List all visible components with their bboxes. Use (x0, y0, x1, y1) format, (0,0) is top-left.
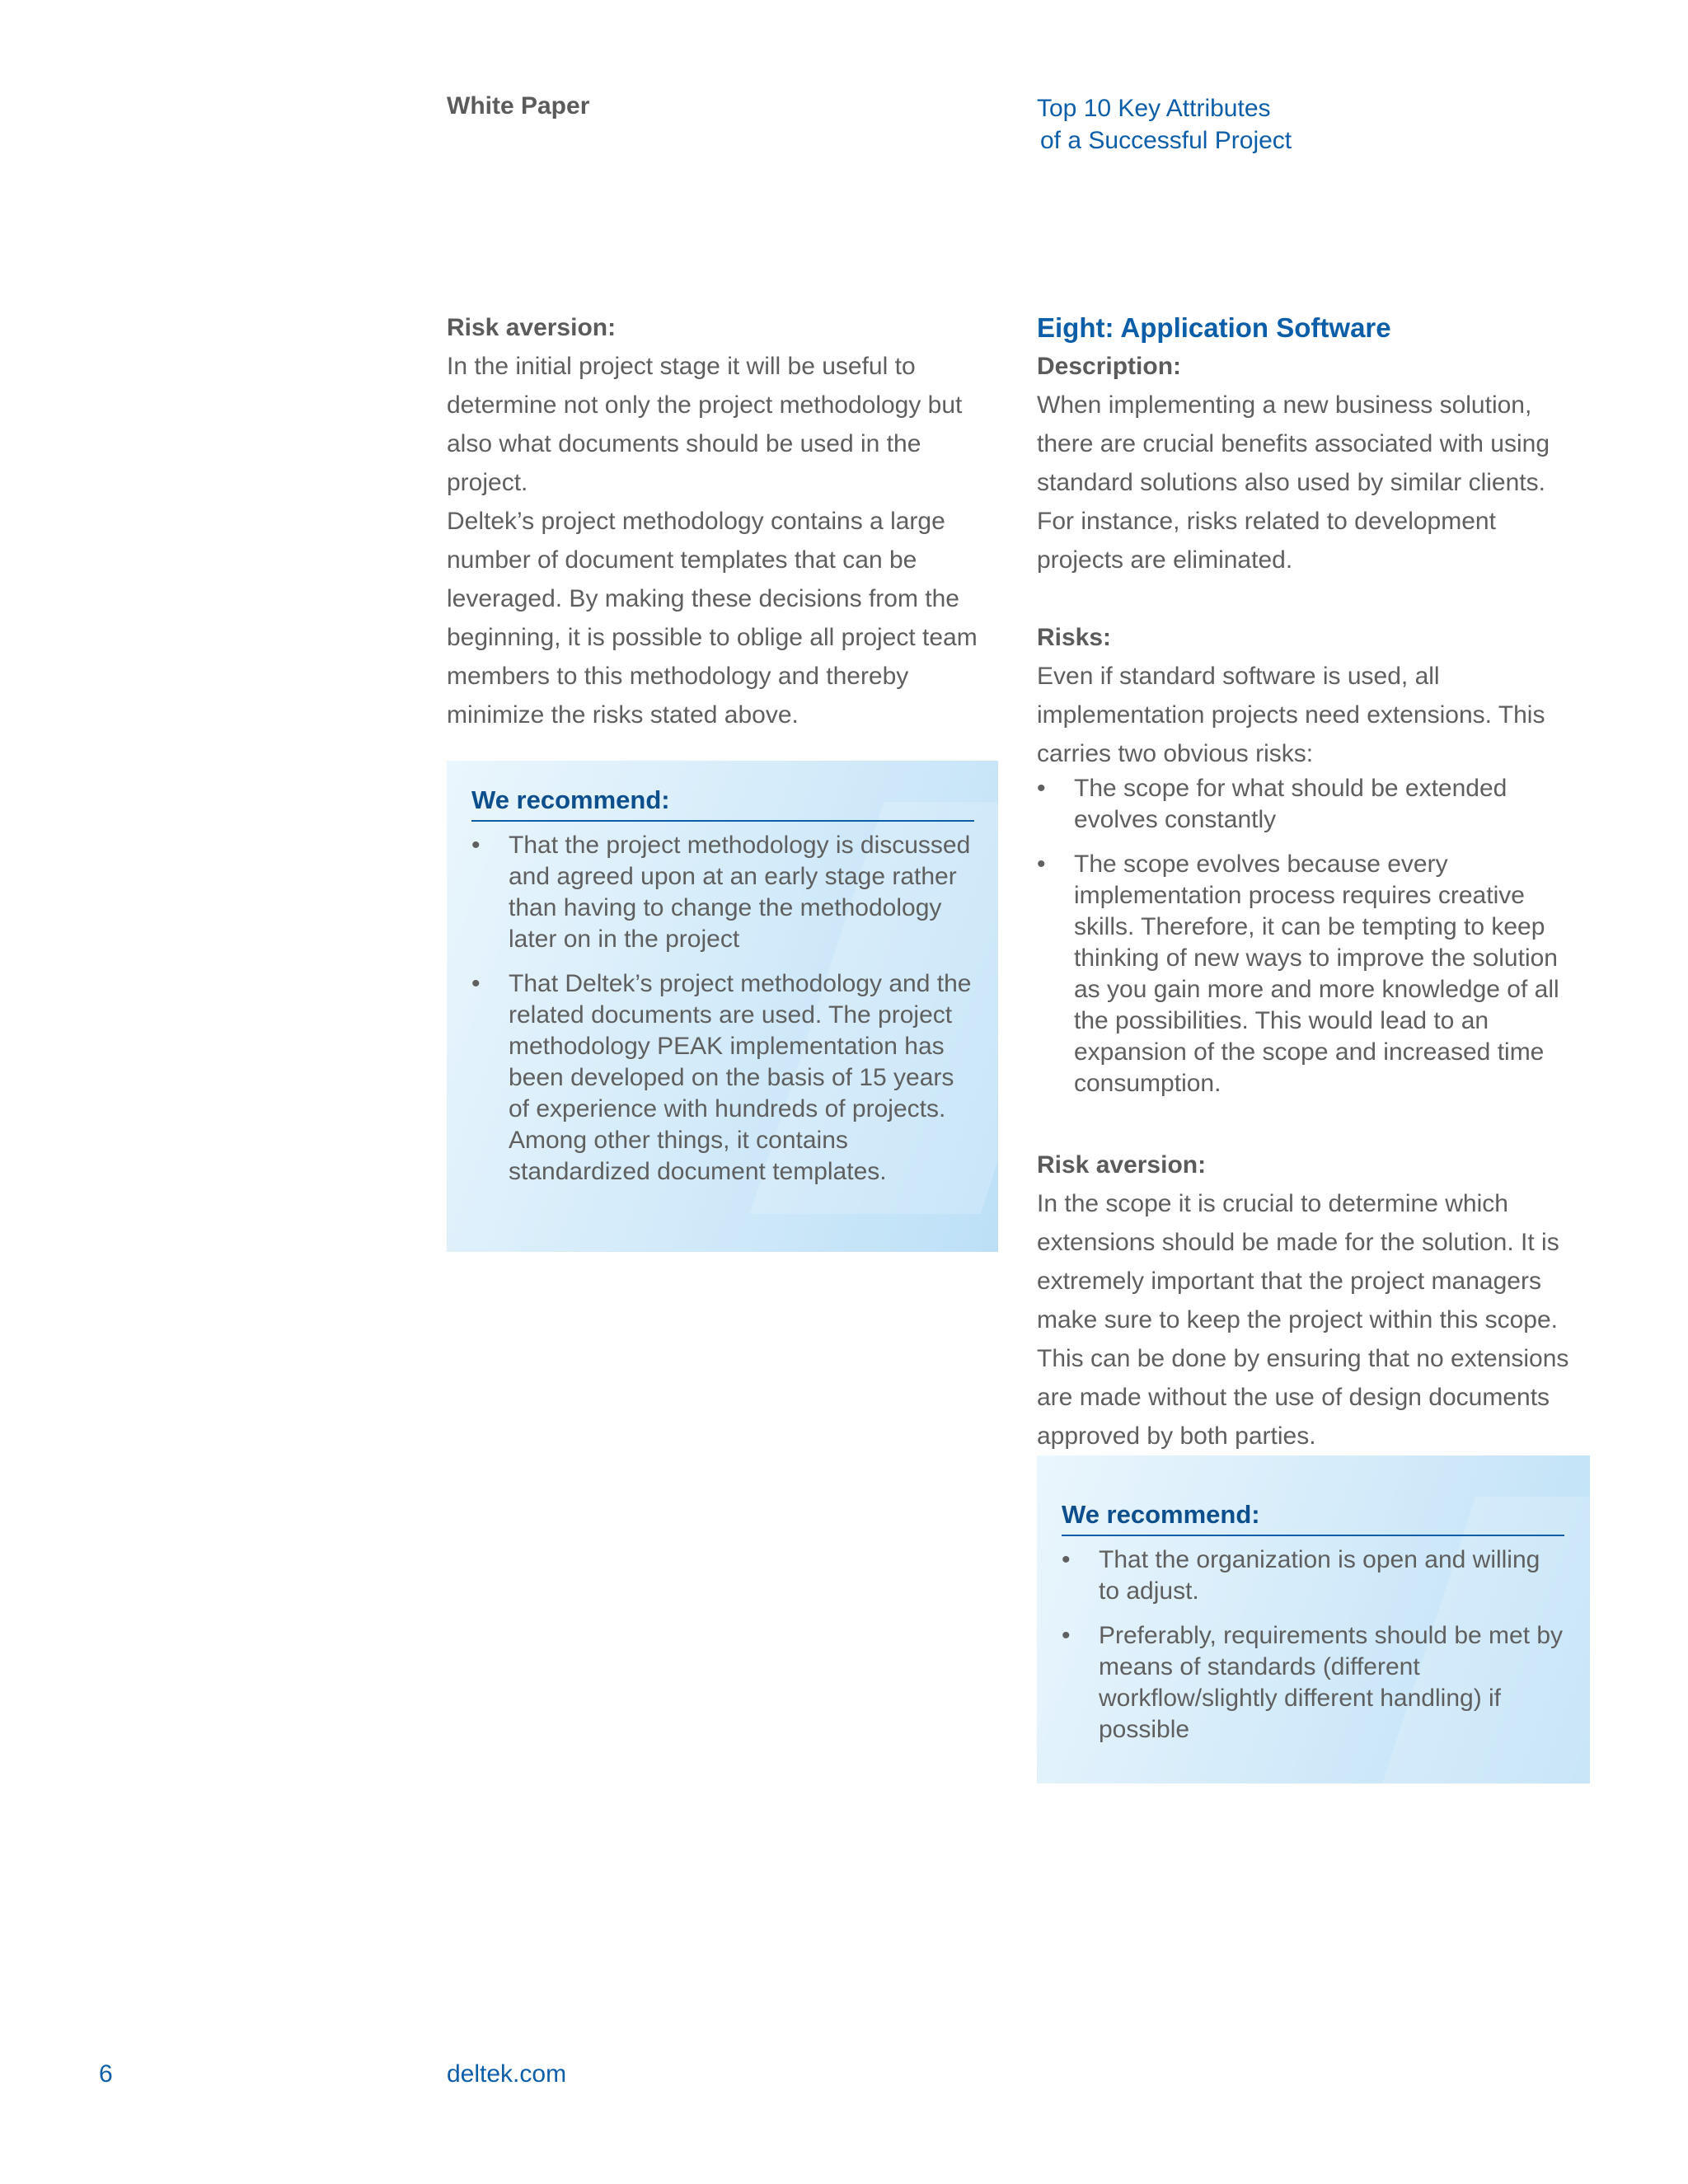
document-title-line1: Top 10 Key Attributes (1037, 95, 1271, 122)
list-item (1037, 849, 1581, 1099)
bullet-icon: • (471, 832, 481, 859)
list-item-text: Preferably, requirements should be met by means of standards (different workflow/slightly different handling) if possible (1099, 1622, 1564, 1743)
risks-list (1037, 773, 1581, 1099)
list-item-text: The scope for what should be extended evolves constantly (1074, 775, 1507, 833)
description-paragraph: When implementing a new business solution, there are crucial benefits associated with using standard solutions also used by similar clients. For instance, risks related to development projects are eliminated. (1037, 391, 1550, 574)
risk-aversion-paragraph-1: In the initial project stage it will be useful to determine not only the project methodology but also what documents should be used in the project. (447, 353, 963, 496)
list-item-text: That the organization is open and willing to adjust. (1099, 1546, 1540, 1605)
recommendation-list (1062, 1544, 1564, 1746)
bullet-icon: • (1062, 1546, 1071, 1573)
risk-aversion-heading: Risk aversion: (447, 314, 617, 341)
spacer (1037, 579, 1581, 618)
bullet-icon: • (1062, 1622, 1071, 1649)
document-title-line2: of a Successful Project (1040, 127, 1292, 154)
document-type-label: White Paper (447, 92, 590, 120)
recommendation-title: We recommend: (1062, 1498, 1564, 1536)
left-column (447, 308, 991, 734)
list-item-text: The scope evolves because every implementation process requires creative skills. Therefore, it can be tempting to keep thinking of new ways to improve the solution as you gain more and more knowledge of all the possibilities. This would lead to an expansion of the scope and increased time consumption. (1074, 851, 1559, 1097)
list-item (1062, 1544, 1564, 1607)
risks-paragraph: Even if standard software is used, all implementation projects need extensions. This carries two obvious risks: (1037, 663, 1545, 767)
list-item (471, 968, 974, 1188)
risk-aversion-heading-right: Risk aversion: (1037, 1151, 1207, 1179)
recommendation-box-methodology (447, 761, 998, 1252)
right-column (1037, 308, 1581, 1455)
bullet-icon: • (471, 970, 481, 997)
risks-heading: Risks: (1037, 624, 1112, 651)
website-link[interactable]: deltek.com (447, 2060, 567, 2088)
recommendation-box-software (1037, 1455, 1590, 1783)
list-item (1062, 1620, 1564, 1746)
document-title (1037, 92, 1292, 157)
recommendation-list (471, 830, 974, 1188)
list-item (1037, 773, 1581, 836)
list-item-text: That the project methodology is discussed and agreed upon at an early stage rather than having to change the methodology later on in the project (509, 832, 971, 953)
list-item-text: That Deltek’s project methodology and the related documents are used. The project methodology PEAK implementation has been developed on the basis of 15 years of experience with hundreds of projects. Among other things, it contains standardized document templates. (509, 970, 972, 1185)
recommendation-title: We recommend: (471, 784, 974, 822)
description-heading: Description: (1037, 353, 1182, 380)
list-item (471, 830, 974, 955)
bullet-icon: • (1037, 775, 1046, 802)
bullet-icon: • (1037, 851, 1046, 878)
spacer (1037, 1113, 1581, 1146)
section-title: Eight: Application Software (1037, 312, 1391, 343)
risk-aversion-paragraph-2: Deltek’s project methodology contains a large number of document templates that can be leveraged. By making these decisions from the beginning, it is possible to oblige all project team members to this methodology and thereby minimize the risks stated above. (447, 508, 978, 729)
page-number: 6 (99, 2060, 113, 2088)
risk-aversion-paragraph-right: In the scope it is crucial to determine which extensions should be made for the solution. It is extremely important that the project managers make sure to keep the project within this scope. This can be done by ensuring that no extensions are made without the use of design documents approved by both parties. (1037, 1190, 1569, 1450)
